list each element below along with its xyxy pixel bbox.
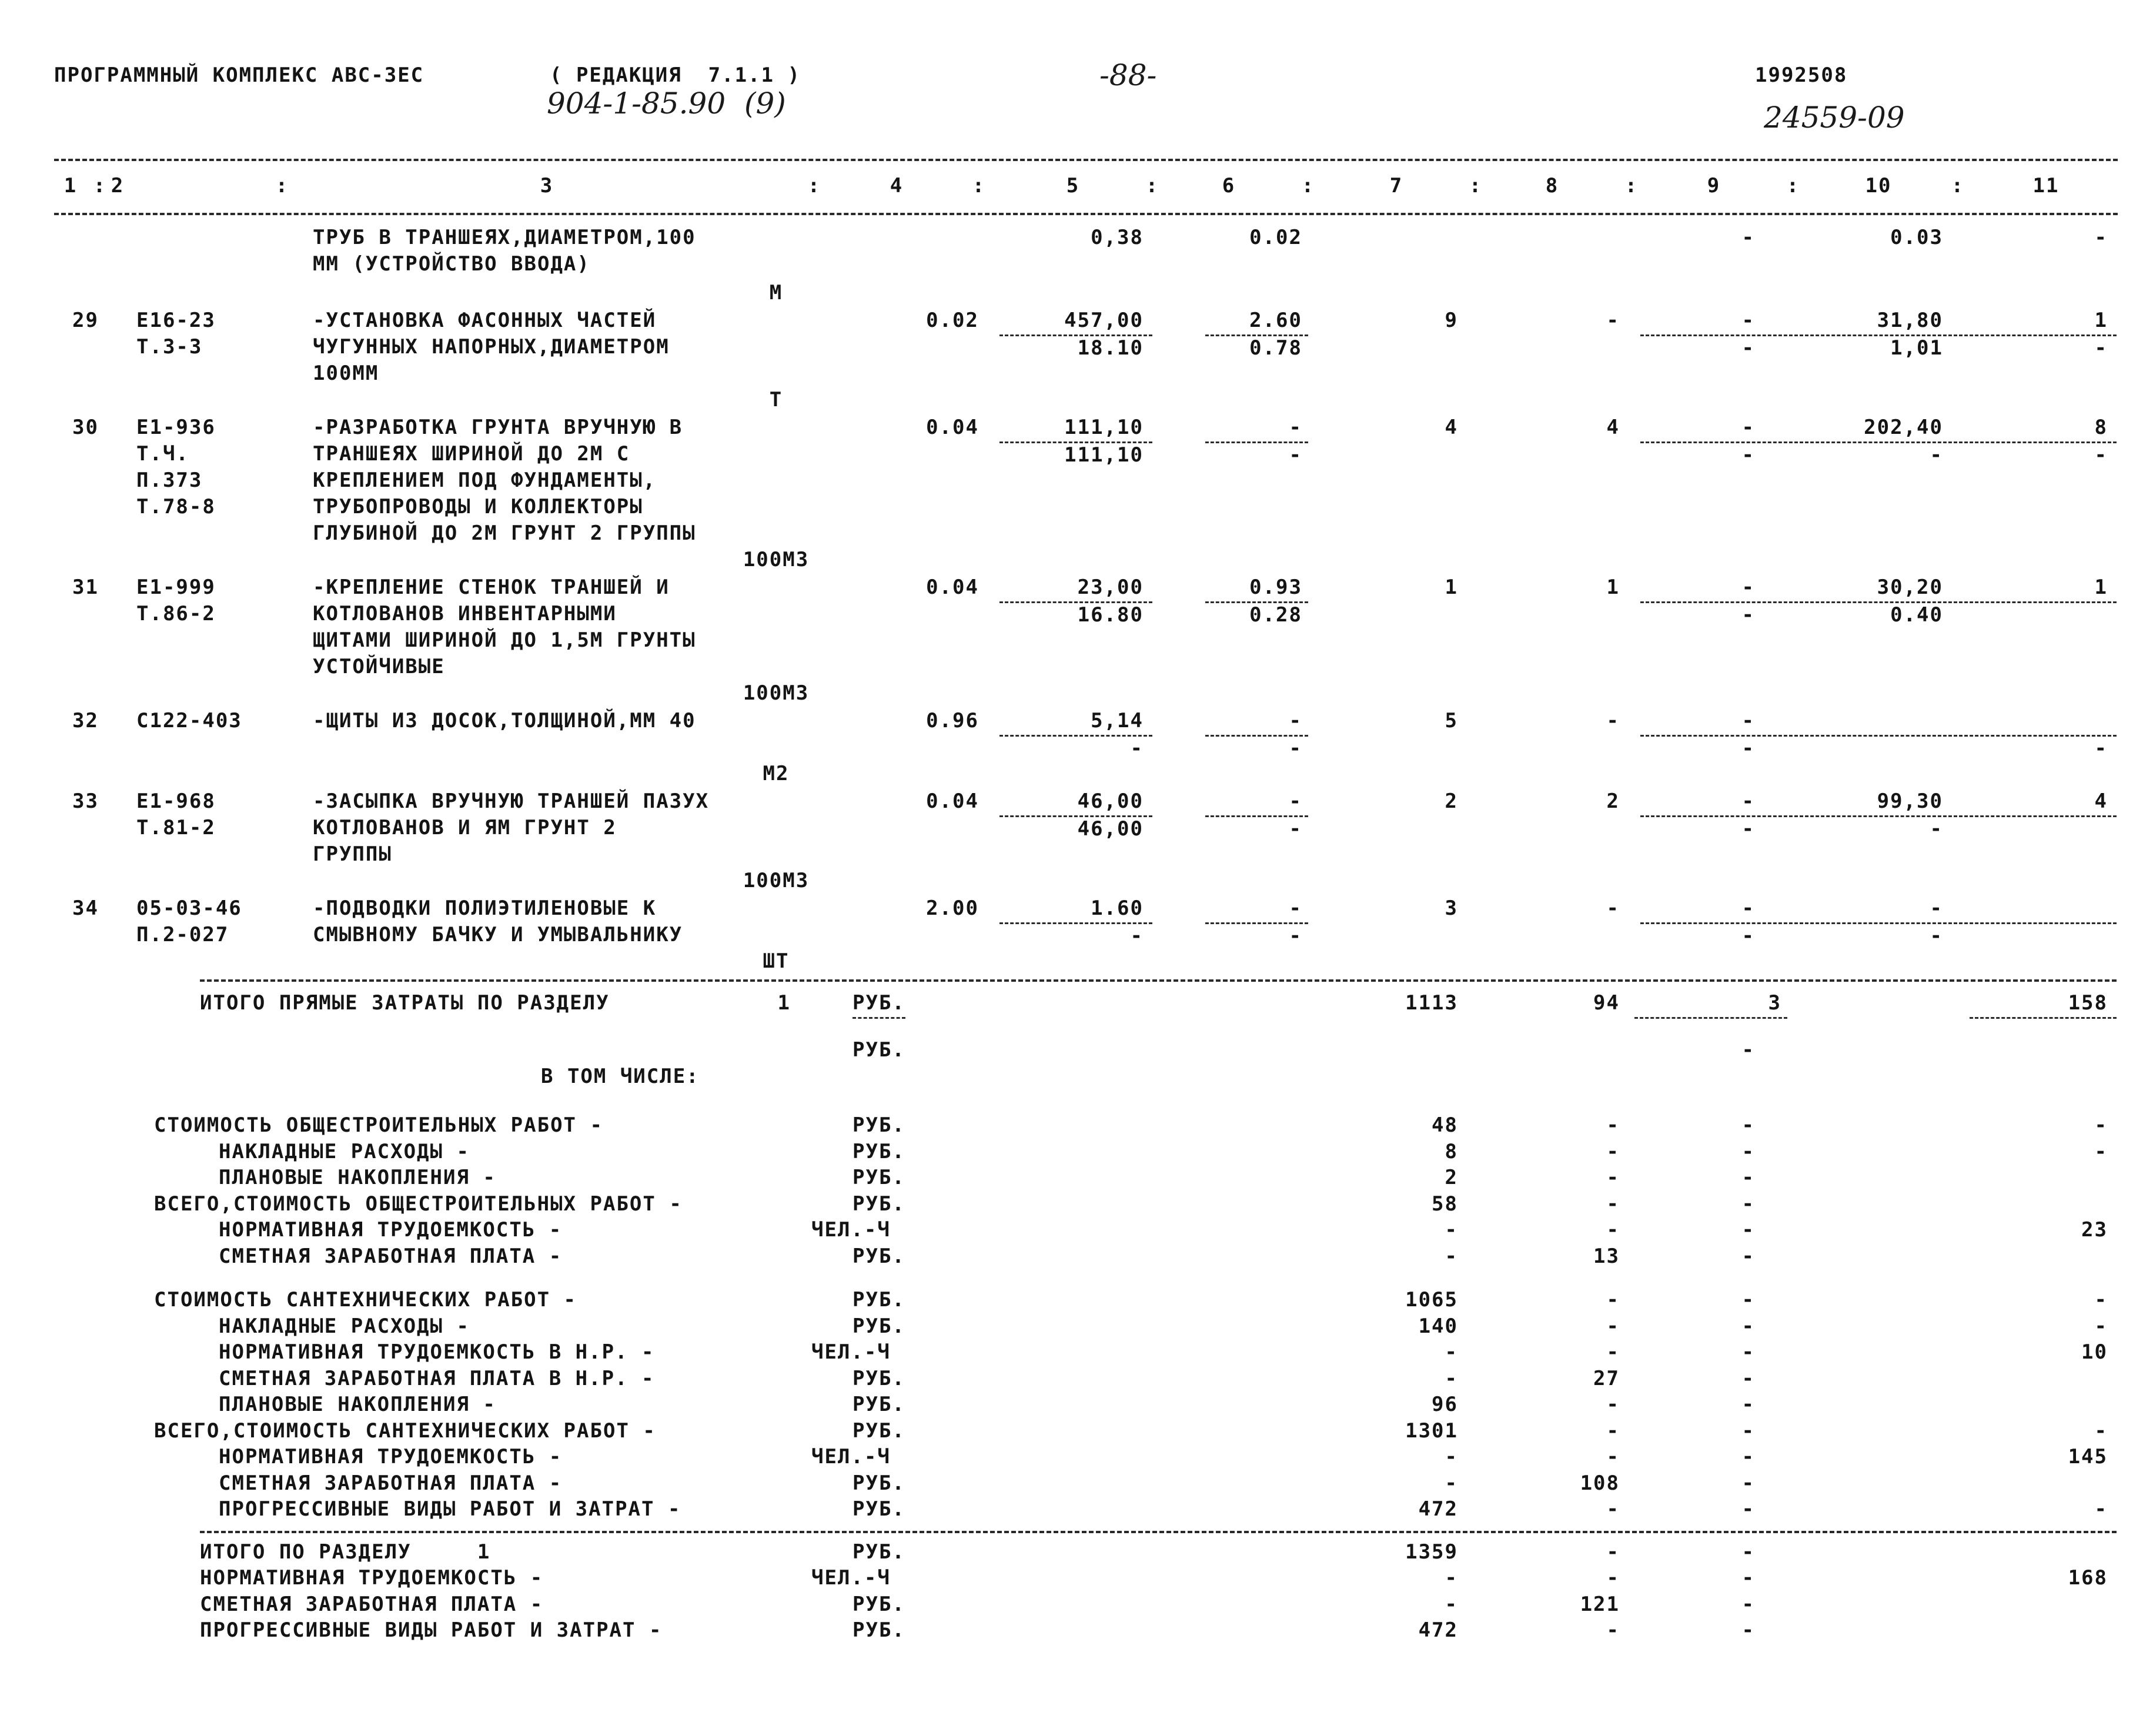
row-code: Т.81-2 (136, 816, 216, 839)
summary-col9: - (1741, 1113, 1755, 1137)
row-description: -ЩИТЫ ИЗ ДОСОК,ТОЛЩИНОЙ,ММ 40 (313, 709, 696, 732)
continuation-col10: 0.03 (1890, 226, 1943, 249)
summary-label: СТОИМОСТЬ САНТЕХНИЧЕСКИХ РАБОТ - (154, 1288, 577, 1312)
summary-unit: РУБ. (852, 1113, 905, 1137)
column-header-6: 6 (1222, 174, 1236, 198)
summary-col7: 8 (1445, 1139, 1458, 1163)
summary-col11: - (2094, 1113, 2108, 1137)
continuation-col11: - (2094, 226, 2108, 249)
row-col7: 1 (1445, 576, 1458, 599)
summary-col7: - (1445, 1244, 1458, 1268)
summary-col9: - (1741, 1244, 1755, 1268)
column-header-1: 1 (63, 174, 78, 198)
section-total-col7: - (1445, 1592, 1458, 1616)
row-col7: 3 (1445, 897, 1458, 920)
summary-col9: - (1741, 1340, 1755, 1364)
row-col9: - (1741, 309, 1755, 332)
row-col11-sub: - (2094, 443, 2108, 467)
row-col11: 1 (2094, 576, 2108, 599)
row-unit: 100М3 (743, 869, 810, 892)
row-col8: - (1606, 709, 1620, 732)
row-col9: - (1741, 709, 1755, 732)
summary-col8: - (1606, 1340, 1620, 1364)
row-description: ГЛУБИНОЙ ДО 2М ГРУНТ 2 ГРУППЫ (313, 521, 696, 545)
column-header-4: 4 (890, 174, 904, 198)
row-col7: 9 (1445, 309, 1458, 332)
total-unit-rule (852, 1017, 905, 1019)
summary-col8: - (1606, 1139, 1620, 1163)
row-description: КРЕПЛЕНИЕМ ПОД ФУНДАМЕНТЫ, (313, 469, 657, 492)
row-col5-wages: - (1130, 737, 1144, 760)
row-description: -ПОДВОДКИ ПОЛИЭТИЛЕНОВЫЕ К (313, 897, 657, 920)
row-col11: 8 (2094, 416, 2108, 439)
program-name: ПРОГРАММНЫЙ КОМПЛЕКС АВС-ЗЕС (54, 63, 424, 87)
summary-col8: - (1606, 1113, 1620, 1137)
row-col8: - (1606, 309, 1620, 332)
summary-label: ВСЕГО,СТОИМОСТЬ САНТЕХНИЧЕСКИХ РАБОТ - (154, 1419, 656, 1443)
section-total-unit: РУБ. (852, 1592, 905, 1616)
summary-col7: - (1445, 1340, 1458, 1364)
summary-unit: РУБ. (852, 1393, 905, 1416)
totals-rule (200, 979, 2117, 982)
row-description: УСТОЙЧИВЫЕ (313, 655, 445, 678)
row-col10-sub: - (1930, 924, 1943, 948)
column-header-2: 2 (111, 174, 125, 198)
summary-col8: - (1606, 1419, 1620, 1443)
summary-col8: - (1606, 1288, 1620, 1312)
row-col6-total: - (1289, 897, 1302, 920)
summary-col11: - (2094, 1139, 2108, 1163)
row-col6-wages: - (1289, 817, 1302, 841)
row-col9-sub: - (1741, 336, 1755, 360)
row-col5-wages: 18.10 (1077, 336, 1144, 360)
row-col9-sub: - (1741, 737, 1755, 760)
row-col5-total: 1.60 (1091, 897, 1144, 920)
section-total-label: ПРОГРЕССИВНЫЕ ВИДЫ РАБОТ И ЗАТРАТ - (200, 1618, 663, 1642)
row-col6-wages: - (1289, 924, 1302, 948)
row-code: Т.Ч. (136, 442, 189, 466)
summary-unit: РУБ. (852, 1166, 905, 1189)
column-separator: : (1469, 174, 1483, 198)
section-total-col7: 1359 (1405, 1540, 1458, 1564)
row-number: 32 (72, 709, 99, 732)
row-description: ТРАНШЕЯХ ШИРИНОЙ ДО 2М С (313, 442, 630, 466)
section-total-col8: - (1606, 1618, 1620, 1642)
row-col9: - (1741, 576, 1755, 599)
summary-label: ПЛАНОВЫЕ НАКОПЛЕНИЯ - (219, 1393, 496, 1416)
row-description: 100ММ (313, 362, 379, 385)
row-unit: 100М3 (743, 681, 810, 705)
row-description: КОТЛОВАНОВ ИНВЕНТАРНЫМИ (313, 602, 617, 626)
row-code: Е1-936 (136, 416, 216, 439)
edition-label: ( РЕДАКЦИЯ 7.1.1 ) (550, 63, 801, 87)
summary-col8: - (1606, 1393, 1620, 1416)
summary-col9: - (1741, 1471, 1755, 1495)
summary-unit: РУБ. (852, 1497, 905, 1521)
summary-label: НОРМАТИВНАЯ ТРУДОЕМКОСТЬ В Н.Р. - (219, 1340, 655, 1364)
project-code-handwritten: 904-1-85.90 (9) (547, 86, 786, 121)
summary-label: НАКЛАДНЫЕ РАСХОДЫ - (219, 1139, 470, 1163)
total-direct-unit-2: РУБ. (852, 1038, 905, 1062)
continuation-desc-line: ТРУБ В ТРАНШЕЯХ,ДИАМЕТРОМ,100 (313, 226, 696, 249)
row-number: 31 (72, 576, 99, 599)
row-col9: - (1741, 416, 1755, 439)
summary-col9: - (1741, 1166, 1755, 1189)
row-description: -КРЕПЛЕНИЕ СТЕНОК ТРАНШЕЙ И (313, 576, 670, 599)
column-separator: : (275, 174, 289, 198)
summary-unit: ЧЕЛ.-Ч (811, 1218, 891, 1242)
summary-label: СТОИМОСТЬ ОБЩЕСТРОИТЕЛЬНЫХ РАБОТ - (154, 1113, 603, 1137)
summary-label: НОРМАТИВНАЯ ТРУДОЕМКОСТЬ - (219, 1218, 563, 1242)
row-col10: 31,80 (1877, 309, 1943, 332)
summary-col7: 48 (1432, 1113, 1458, 1137)
column-header-8: 8 (1545, 174, 1559, 198)
row-col7: 2 (1445, 790, 1458, 813)
row-col4: 0.04 (926, 416, 979, 439)
summary-col8: - (1606, 1497, 1620, 1521)
summary-unit: ЧЕЛ.-Ч (811, 1445, 891, 1469)
row-number: 33 (72, 790, 99, 813)
row-description: -ЗАСЫПКА ВРУЧНУЮ ТРАНШЕЙ ПАЗУХ (313, 790, 710, 813)
column-separator: : (93, 174, 107, 198)
summary-label: ВСЕГО,СТОИМОСТЬ ОБЩЕСТРОИТЕЛЬНЫХ РАБОТ - (154, 1192, 683, 1216)
summary-col11: - (2094, 1497, 2108, 1521)
row-col5-wages: 111,10 (1064, 443, 1144, 467)
total-direct-col11: 158 (2068, 991, 2108, 1015)
summary-col7: 2 (1445, 1166, 1458, 1189)
row-col5-total: 46,00 (1077, 790, 1144, 813)
row-code: Т.3-3 (136, 335, 203, 359)
row-col7: 5 (1445, 709, 1458, 732)
summary-label: СМЕТНАЯ ЗАРАБОТНАЯ ПЛАТА - (219, 1244, 563, 1268)
row-col9-sub: - (1741, 443, 1755, 467)
total-direct-label: ИТОГО ПРЯМЫЕ ЗАТРАТЫ ПО РАЗДЕЛУ (200, 991, 610, 1015)
summary-label: СМЕТНАЯ ЗАРАБОТНАЯ ПЛАТА - (219, 1471, 563, 1495)
document-number-handwritten: 24559-09 (1764, 101, 1905, 135)
row-col6-total: 0.93 (1249, 576, 1302, 599)
section-total-unit: РУБ. (852, 1540, 905, 1564)
column-header-11: 11 (2032, 174, 2060, 198)
continuation-desc-line: ММ (УСТРОЙСТВО ВВОДА) (313, 252, 590, 276)
summary-label: ПЛАНОВЫЕ НАКОПЛЕНИЯ - (219, 1166, 496, 1189)
row-unit: ШТ (763, 949, 790, 973)
summary-col11: 10 (2081, 1340, 2108, 1364)
row-col10-sub: 1,01 (1890, 336, 1943, 360)
section-total-col7: - (1445, 1566, 1458, 1590)
section-total-col9: - (1741, 1540, 1755, 1564)
summary-unit: РУБ. (852, 1419, 905, 1443)
summary-col11: 23 (2081, 1218, 2108, 1242)
row-col5-wages: - (1130, 924, 1144, 948)
row-description: СМЫВНОМУ БАЧКУ И УМЫВАЛЬНИКУ (313, 923, 683, 946)
summary-col9: - (1741, 1139, 1755, 1163)
section-total-unit: РУБ. (852, 1618, 905, 1642)
summary-unit: РУБ. (852, 1139, 905, 1163)
summary-unit: РУБ. (852, 1471, 905, 1495)
row-number: 34 (72, 897, 99, 920)
row-col6-wages: 0.78 (1249, 336, 1302, 360)
summary-col7: - (1445, 1445, 1458, 1469)
row-col8: 1 (1606, 576, 1620, 599)
row-col7: 4 (1445, 416, 1458, 439)
row-description: ТРУБОПРОВОДЫ И КОЛЛЕКТОРЫ (313, 495, 643, 519)
summary-label: НОРМАТИВНАЯ ТРУДОЕМКОСТЬ - (219, 1445, 563, 1469)
summary-col9: - (1741, 1218, 1755, 1242)
column-header-5: 5 (1066, 174, 1080, 198)
summary-col9: - (1741, 1288, 1755, 1312)
summary-unit: РУБ. (852, 1288, 905, 1312)
row-col5-total: 457,00 (1064, 309, 1144, 332)
summary-col11: - (2094, 1314, 2108, 1338)
row-col10: - (1930, 897, 1943, 920)
row-col10-sub: - (1930, 443, 1943, 467)
row-col4: 0.04 (926, 576, 979, 599)
summary-col7: - (1445, 1471, 1458, 1495)
date-code: 1992508 (1755, 63, 1848, 87)
summary-col11: - (2094, 1288, 2108, 1312)
summary-col9: - (1741, 1393, 1755, 1416)
summary-col8: 13 (1593, 1244, 1620, 1268)
row-col8: 4 (1606, 416, 1620, 439)
summary-col7: 1301 (1405, 1419, 1458, 1443)
summary-col7: 58 (1432, 1192, 1458, 1216)
continuation-col6: 0.02 (1249, 226, 1302, 249)
summary-col9: - (1741, 1497, 1755, 1521)
summary-col7: 96 (1432, 1393, 1458, 1416)
column-header-7: 7 (1389, 174, 1403, 198)
row-unit: 100М3 (743, 548, 810, 571)
row-col11: 4 (2094, 790, 2108, 813)
row-code: П.2-027 (136, 923, 229, 946)
total-direct-col7: 1113 (1405, 991, 1458, 1015)
section-total-unit: ЧЕЛ.-Ч (811, 1566, 891, 1590)
continuation-unit: М (769, 281, 783, 305)
page-number: -88- (1099, 58, 1157, 92)
row-col9: - (1741, 790, 1755, 813)
row-description: ЧУГУННЫХ НАПОРНЫХ,ДИАМЕТРОМ (313, 335, 670, 359)
column-separator: : (1145, 174, 1159, 198)
row-col11-sub: - (2094, 737, 2108, 760)
including-heading: В ТОМ ЧИСЛЕ: (541, 1065, 700, 1088)
row-col6-total: - (1289, 709, 1302, 732)
total-sub-rule (1634, 1017, 1787, 1019)
row-col4: 0.96 (926, 709, 979, 732)
summary-unit: ЧЕЛ.-Ч (811, 1340, 891, 1364)
summary-col9: - (1741, 1314, 1755, 1338)
summary-col7: - (1445, 1218, 1458, 1242)
section-total-label: НОРМАТИВНАЯ ТРУДОЕМКОСТЬ - (200, 1566, 544, 1590)
row-col5-total: 23,00 (1077, 576, 1144, 599)
row-col10: 202,40 (1864, 416, 1943, 439)
row-unit: Т (769, 388, 783, 412)
row-code: Т.78-8 (136, 495, 216, 519)
row-col9-sub: - (1741, 924, 1755, 948)
total-direct-col9-sub: - (1741, 1038, 1755, 1062)
row-col6-wages: 0.28 (1249, 603, 1302, 627)
row-col10: 99,30 (1877, 790, 1943, 813)
column-separator: : (1301, 174, 1315, 198)
column-separator: : (1624, 174, 1639, 198)
summary-col8: - (1606, 1218, 1620, 1242)
summary-col8: - (1606, 1445, 1620, 1469)
row-col5-wages: 46,00 (1077, 817, 1144, 841)
row-unit: М2 (763, 762, 790, 785)
column-header-9: 9 (1707, 174, 1721, 198)
summary-col11: - (2094, 1419, 2108, 1443)
row-number: 30 (72, 416, 99, 439)
section-total-col8: - (1606, 1566, 1620, 1590)
continuation-col5: 0,38 (1091, 226, 1144, 249)
column-header-3: 3 (540, 174, 554, 198)
section-total-rule (200, 1531, 2117, 1533)
summary-col9: - (1741, 1445, 1755, 1469)
row-col6-total: - (1289, 790, 1302, 813)
row-number: 29 (72, 309, 99, 332)
row-description: КОТЛОВАНОВ И ЯМ ГРУНТ 2 (313, 816, 617, 839)
section-total-col8: - (1606, 1540, 1620, 1564)
summary-col8: - (1606, 1314, 1620, 1338)
row-code: П.373 (136, 469, 203, 492)
column-separator: : (1786, 174, 1800, 198)
row-col5-total: 111,10 (1064, 416, 1144, 439)
summary-col9: - (1741, 1419, 1755, 1443)
section-total-col9: - (1741, 1618, 1755, 1642)
summary-col8: - (1606, 1166, 1620, 1189)
section-total-col7: 472 (1418, 1618, 1458, 1642)
row-code: Е16-23 (136, 309, 216, 332)
section-total-col8: 121 (1580, 1592, 1620, 1616)
row-col10: 30,20 (1877, 576, 1943, 599)
row-col8: - (1606, 897, 1620, 920)
top-rule (54, 159, 2118, 161)
section-total-label: ИТОГО ПО РАЗДЕЛУ 1 (200, 1540, 491, 1564)
summary-col7: 140 (1418, 1314, 1458, 1338)
row-col6-total: 2.60 (1249, 309, 1302, 332)
total-direct-section: 1 (777, 991, 791, 1015)
row-col4: 0.02 (926, 309, 979, 332)
summary-col7: 472 (1418, 1497, 1458, 1521)
row-col10-sub: - (1930, 817, 1943, 841)
row-col6-wages: - (1289, 443, 1302, 467)
summary-col9: - (1741, 1366, 1755, 1390)
summary-label: НАКЛАДНЫЕ РАСХОДЫ - (219, 1314, 470, 1338)
summary-col8: 27 (1593, 1366, 1620, 1390)
total-direct-col9: 3 (1768, 991, 1781, 1015)
summary-label: ПРОГРЕССИВНЫЕ ВИДЫ РАБОТ И ЗАТРАТ - (219, 1497, 681, 1521)
column-separator: : (807, 174, 821, 198)
row-code: Е1-968 (136, 790, 216, 813)
row-code: С122-403 (136, 709, 242, 732)
summary-col11: 145 (2068, 1445, 2108, 1469)
row-code: Е1-999 (136, 576, 216, 599)
row-col9-sub: - (1741, 817, 1755, 841)
total-sub-rule (1970, 1017, 2117, 1019)
row-description: ГРУППЫ (313, 842, 392, 866)
row-col6-wages: - (1289, 737, 1302, 760)
row-description: -РАЗРАБОТКА ГРУНТА ВРУЧНУЮ В (313, 416, 683, 439)
row-col11-sub: - (2094, 336, 2108, 360)
total-direct-col8: 94 (1593, 991, 1620, 1015)
summary-unit: РУБ. (852, 1244, 905, 1268)
row-col6-total: - (1289, 416, 1302, 439)
summary-label: СМЕТНАЯ ЗАРАБОТНАЯ ПЛАТА В Н.Р. - (219, 1366, 655, 1390)
summary-col8: 108 (1580, 1471, 1620, 1495)
summary-unit: РУБ. (852, 1192, 905, 1216)
summary-col7: 1065 (1405, 1288, 1458, 1312)
row-description: ЩИТАМИ ШИРИНОЙ ДО 1,5М ГРУНТЫ (313, 628, 696, 652)
row-col8: 2 (1606, 790, 1620, 813)
section-total-label: СМЕТНАЯ ЗАРАБОТНАЯ ПЛАТА - (200, 1592, 544, 1616)
section-total-col11: 168 (2068, 1566, 2108, 1590)
row-code: 05-03-46 (136, 897, 242, 920)
row-col5-total: 5,14 (1091, 709, 1144, 732)
row-col11: 1 (2094, 309, 2108, 332)
row-col10-sub: 0.40 (1890, 603, 1943, 627)
summary-unit: РУБ. (852, 1314, 905, 1338)
row-description: -УСТАНОВКА ФАСОННЫХ ЧАСТЕЙ (313, 309, 657, 332)
summary-col9: - (1741, 1192, 1755, 1216)
row-col9: - (1741, 897, 1755, 920)
column-separator: : (1951, 174, 1965, 198)
section-total-col9: - (1741, 1592, 1755, 1616)
summary-col7: - (1445, 1366, 1458, 1390)
header-rule (54, 213, 2118, 215)
row-code: Т.86-2 (136, 602, 216, 626)
row-col4: 0.04 (926, 790, 979, 813)
summary-unit: РУБ. (852, 1366, 905, 1390)
row-col5-wages: 16.80 (1077, 603, 1144, 627)
section-total-col9: - (1741, 1566, 1755, 1590)
row-col4: 2.00 (926, 897, 979, 920)
total-direct-unit: РУБ. (852, 991, 905, 1015)
column-header-10: 10 (1865, 174, 1892, 198)
row-col9-sub: - (1741, 603, 1755, 627)
column-separator: : (972, 174, 986, 198)
continuation-col9: - (1741, 226, 1755, 249)
summary-col8: - (1606, 1192, 1620, 1216)
